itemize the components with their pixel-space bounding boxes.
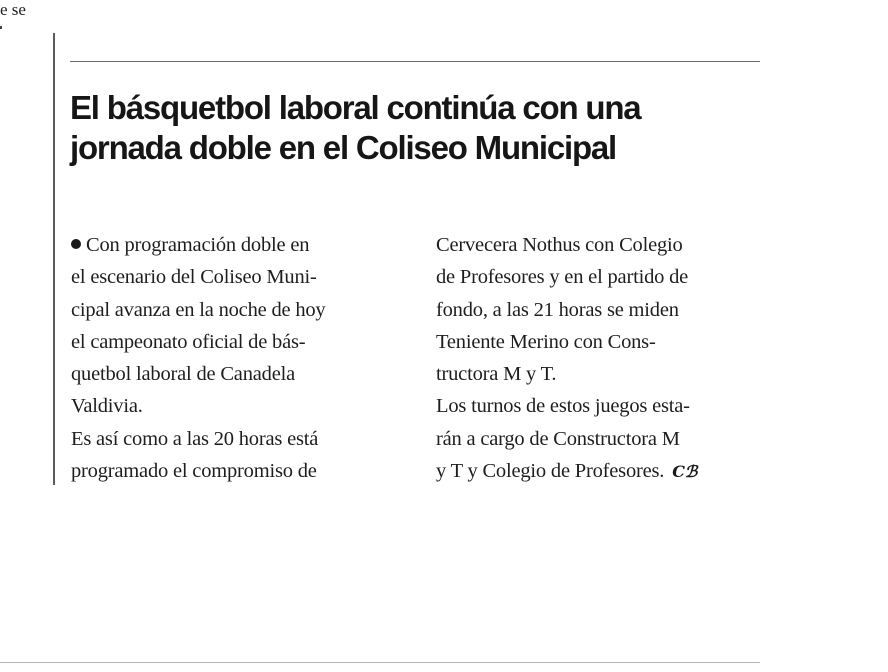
body-line: fondo, a las 21 horas se miden bbox=[436, 298, 679, 321]
body-line: Teniente Merino con Cons- bbox=[436, 330, 656, 353]
body-line: quetbol laboral de Canadela bbox=[71, 363, 295, 386]
bullet-icon bbox=[71, 239, 81, 249]
headline-line: El básquetbol laboral continúa con una bbox=[70, 89, 641, 126]
end-mark-icon: Cℬ bbox=[672, 462, 698, 482]
body-line: rán a cargo de Constructora M bbox=[436, 427, 680, 450]
article-headline bbox=[70, 88, 770, 168]
body-line bbox=[436, 455, 772, 487]
body-line: Cervecera Nothus con Colegio bbox=[436, 234, 683, 256]
body-line: Los turnos de estos juegos esta- bbox=[436, 395, 690, 418]
body-line: Es así como a las 20 horas está bbox=[71, 427, 319, 450]
body-line: cipal avanza en la noche de hoy bbox=[71, 298, 326, 321]
page-bottom-rule bbox=[0, 662, 760, 663]
body-line: programado el compromiso de bbox=[71, 460, 317, 483]
previous-article-fragment: e se bbox=[0, 0, 26, 19]
body-line bbox=[71, 229, 411, 261]
article-column-left bbox=[71, 229, 411, 487]
body-line-text: Con programación doble en bbox=[86, 234, 310, 256]
article-column-right bbox=[436, 229, 772, 487]
article-top-rule bbox=[70, 61, 760, 62]
headline-line: jornada doble en el Coliseo Municipal bbox=[70, 129, 617, 166]
column-divider bbox=[53, 33, 55, 485]
fragment-mark bbox=[0, 26, 2, 29]
body-line-text: y T y Colegio de Profesores. bbox=[436, 460, 665, 483]
body-line: el escenario del Coliseo Muni- bbox=[71, 266, 317, 289]
body-line: tructora M y T. bbox=[436, 363, 557, 386]
body-line: Valdivia. bbox=[71, 395, 143, 418]
body-line: de Profesores y en el partido de bbox=[436, 266, 689, 289]
body-line: el campeonato oficial de bás- bbox=[71, 330, 306, 353]
